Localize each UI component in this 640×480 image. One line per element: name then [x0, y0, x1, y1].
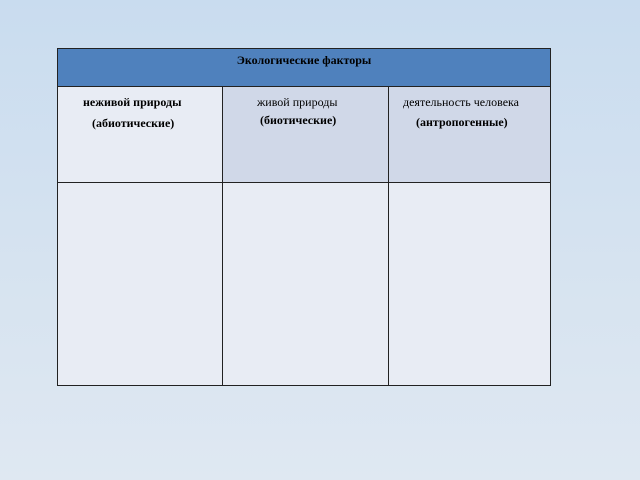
column-abiotic-subheading: (абиотические) — [92, 116, 175, 130]
column-anthropogenic-empty-cell — [389, 183, 550, 385]
column-biotic-empty-cell — [223, 183, 388, 385]
table-header — [58, 49, 550, 87]
column-anthropogenic-heading: деятельность человека — [403, 95, 519, 109]
column-anthropogenic — [388, 87, 550, 385]
column-abiotic — [58, 87, 222, 385]
column-biotic-heading: живой природы — [257, 95, 338, 109]
column-anthropogenic-header-cell — [389, 87, 550, 183]
column-biotic-subheading: (биотические) — [260, 113, 337, 127]
column-abiotic-heading: неживой природы — [83, 95, 182, 109]
column-abiotic-empty-cell — [58, 183, 222, 385]
table-title: Экологические факторы — [236, 53, 372, 67]
ecological-factors-table — [57, 48, 551, 386]
column-biotic-header-cell — [223, 87, 388, 183]
column-anthropogenic-subheading: (антропогенные) — [416, 115, 508, 129]
column-abiotic-header-cell — [58, 87, 222, 183]
column-biotic — [222, 87, 388, 385]
